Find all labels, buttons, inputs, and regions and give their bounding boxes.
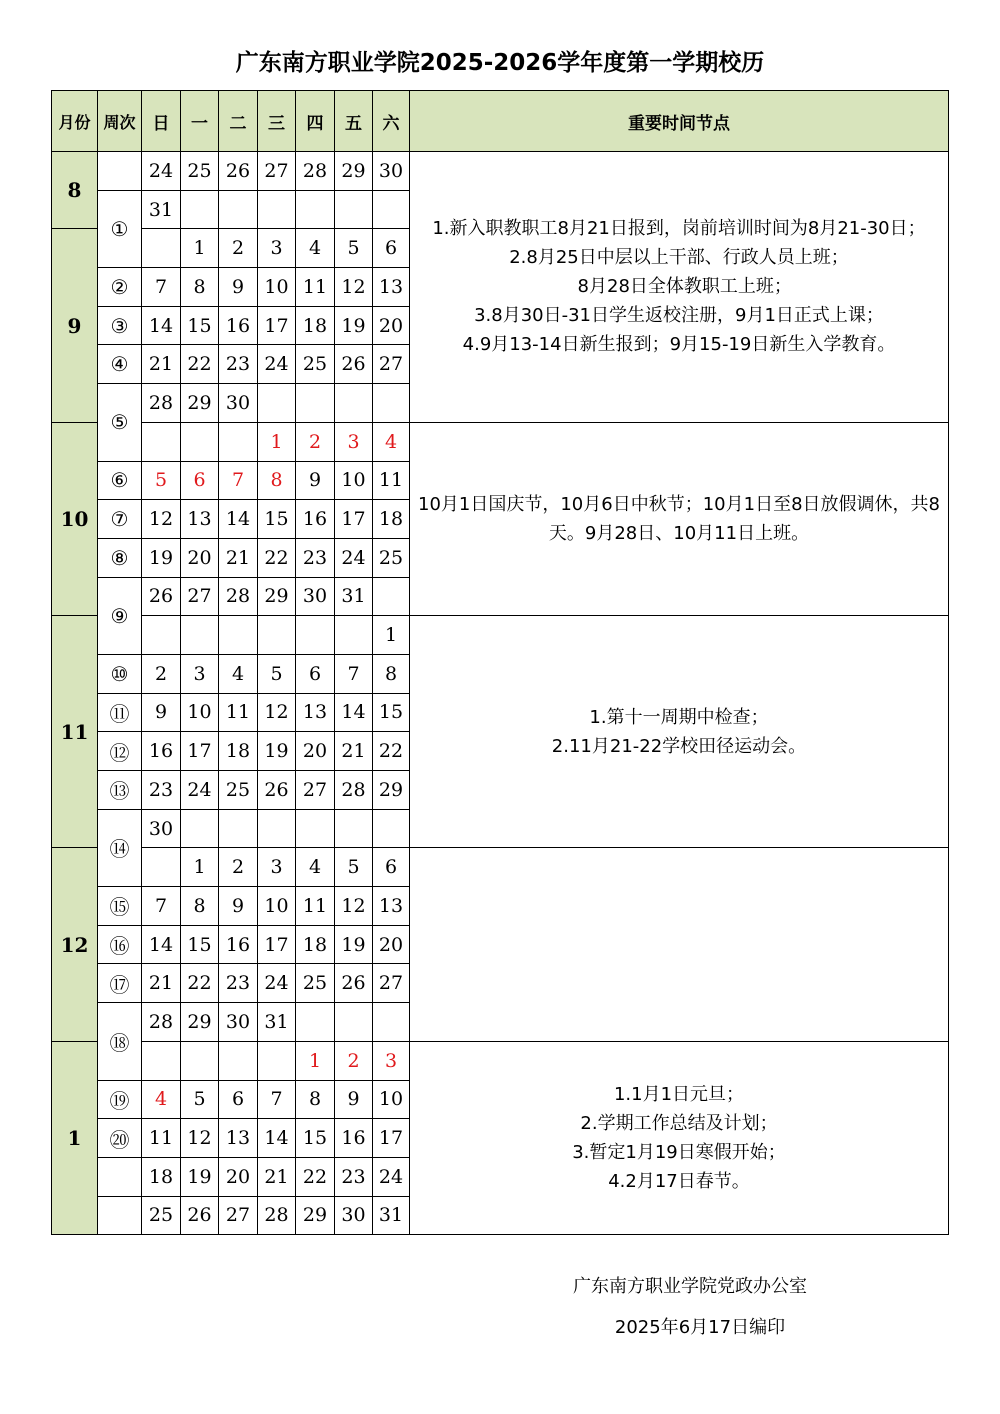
day-cell-mon: 29 — [181, 384, 219, 423]
day-cell-sun: 7 — [142, 268, 181, 307]
week-number: ⑩ — [98, 654, 142, 693]
day-cell-fri: 26 — [335, 345, 373, 384]
day-cell-sat: 18 — [373, 500, 410, 539]
day-cell-tue — [219, 809, 258, 848]
day-cell-mon: 5 — [181, 1080, 219, 1119]
day-cell-sun: 28 — [142, 1003, 181, 1042]
day-cell-sat: 3 — [373, 1041, 410, 1080]
day-header-sat: 六 — [373, 91, 410, 152]
note-line: 2.11月21-22学校田径运动会。 — [551, 735, 807, 757]
day-cell-sat: 6 — [373, 848, 410, 887]
day-cell-sat: 20 — [373, 925, 410, 964]
week-row — [52, 422, 949, 461]
day-cell-fri: 5 — [335, 848, 373, 887]
day-cell-fri — [335, 616, 373, 655]
week-number: ⑫ — [98, 732, 142, 771]
day-cell-sun: 14 — [142, 306, 181, 345]
day-cell-sun: 14 — [142, 925, 181, 964]
day-cell-sun — [142, 848, 181, 887]
day-cell-fri: 9 — [335, 1080, 373, 1119]
day-cell-sun: 2 — [142, 654, 181, 693]
day-cell-mon: 22 — [181, 345, 219, 384]
day-cell-wed: 3 — [258, 229, 296, 268]
day-cell-wed: 15 — [258, 500, 296, 539]
day-cell-thu: 9 — [296, 461, 335, 500]
day-cell-sat — [373, 384, 410, 423]
day-cell-mon — [181, 809, 219, 848]
day-cell-thu: 18 — [296, 306, 335, 345]
day-cell-fri — [335, 1003, 373, 1042]
day-cell-tue: 25 — [219, 771, 258, 810]
day-cell-sat: 27 — [373, 964, 410, 1003]
week-number: ① — [98, 190, 142, 267]
day-cell-fri: 3 — [335, 422, 373, 461]
day-cell-tue: 23 — [219, 345, 258, 384]
day-cell-sat: 29 — [373, 771, 410, 810]
week-number: ③ — [98, 306, 142, 345]
day-cell-sat: 25 — [373, 538, 410, 577]
month-label: 12 — [52, 848, 98, 1041]
week-number: ⑬ — [98, 771, 142, 810]
note-line: 1.新入职教职工8月21日报到，岗前培训时间为8月21-30日； — [432, 218, 926, 240]
day-cell-sat: 22 — [373, 732, 410, 771]
day-cell-tue: 16 — [219, 925, 258, 964]
note-line: 10月1日国庆节，10月6日中秋节；10月1日至8日放假调休，共8天。9月28日、10月11日上班。 — [418, 494, 940, 545]
day-cell-mon: 15 — [181, 306, 219, 345]
day-cell-sat: 11 — [373, 461, 410, 500]
notes-cell — [410, 152, 949, 423]
week-number: ⑪ — [98, 693, 142, 732]
day-cell-mon: 1 — [181, 848, 219, 887]
day-header-wed: 三 — [258, 91, 296, 152]
day-cell-tue: 11 — [219, 693, 258, 732]
day-cell-thu: 29 — [296, 1196, 335, 1235]
note-line: 3.暂定1月19日寒假开始； — [572, 1142, 786, 1164]
day-cell-wed: 14 — [258, 1119, 296, 1158]
day-cell-wed: 8 — [258, 461, 296, 500]
day-cell-tue: 16 — [219, 306, 258, 345]
day-cell-fri: 17 — [335, 500, 373, 539]
day-cell-fri: 29 — [335, 152, 373, 191]
day-cell-fri: 26 — [335, 964, 373, 1003]
week-number — [98, 1157, 142, 1196]
week-number: ⑥ — [98, 461, 142, 500]
day-cell-tue: 30 — [219, 1003, 258, 1042]
note-line: 3.8月30日-31日学生返校注册，9月1日正式上课； — [474, 305, 884, 327]
day-cell-sat: 24 — [373, 1157, 410, 1196]
week-number: ⑱ — [98, 1003, 142, 1080]
day-cell-sun: 7 — [142, 887, 181, 926]
day-cell-thu: 13 — [296, 693, 335, 732]
day-cell-mon: 6 — [181, 461, 219, 500]
day-cell-thu: 22 — [296, 1157, 335, 1196]
day-cell-wed: 22 — [258, 538, 296, 577]
day-cell-mon: 17 — [181, 732, 219, 771]
day-cell-thu: 18 — [296, 925, 335, 964]
note-line: 4.2月17日春节。 — [608, 1171, 750, 1193]
day-cell-thu: 8 — [296, 1080, 335, 1119]
school-calendar-table — [51, 90, 949, 1235]
day-cell-sat: 15 — [373, 693, 410, 732]
day-cell-wed: 1 — [258, 422, 296, 461]
day-cell-sat — [373, 1003, 410, 1042]
day-cell-mon: 15 — [181, 925, 219, 964]
day-cell-thu: 15 — [296, 1119, 335, 1158]
day-cell-tue: 4 — [219, 654, 258, 693]
calendar-body — [52, 152, 949, 1235]
day-cell-fri: 14 — [335, 693, 373, 732]
day-cell-fri: 31 — [335, 577, 373, 616]
day-cell-sat: 27 — [373, 345, 410, 384]
month-label: 10 — [52, 422, 98, 615]
day-cell-wed: 10 — [258, 887, 296, 926]
notes-cell — [410, 422, 949, 615]
month-label: 1 — [52, 1041, 98, 1234]
day-cell-fri: 2 — [335, 1041, 373, 1080]
day-cell-mon: 10 — [181, 693, 219, 732]
day-cell-sun — [142, 1041, 181, 1080]
day-cell-sat: 20 — [373, 306, 410, 345]
week-number — [98, 1196, 142, 1235]
day-cell-sun: 18 — [142, 1157, 181, 1196]
month-label: 9 — [52, 229, 98, 422]
note-line: 4.9月13-14日新生报到；9月15-19日新生入学教育。 — [462, 334, 896, 356]
note-line: 2.8月25日中层以上干部、行政人员上班； — [509, 247, 849, 269]
day-cell-sun: 31 — [142, 190, 181, 229]
day-cell-sun: 12 — [142, 500, 181, 539]
day-cell-wed: 7 — [258, 1080, 296, 1119]
page-title: 广东南方职业学院2025-2026学年度第一学期校历 — [235, 50, 765, 76]
day-cell-wed: 3 — [258, 848, 296, 887]
day-cell-tue: 7 — [219, 461, 258, 500]
day-cell-wed: 10 — [258, 268, 296, 307]
day-cell-fri: 16 — [335, 1119, 373, 1158]
week-number: ⑰ — [98, 964, 142, 1003]
day-cell-thu — [296, 384, 335, 423]
day-cell-wed: 31 — [258, 1003, 296, 1042]
day-cell-wed: 19 — [258, 732, 296, 771]
day-cell-fri: 19 — [335, 306, 373, 345]
week-number: ② — [98, 268, 142, 307]
day-cell-sun: 5 — [142, 461, 181, 500]
day-header-sun: 日 — [142, 91, 181, 152]
note-line: 2.学期工作总结及计划； — [580, 1113, 778, 1135]
day-cell-wed — [258, 809, 296, 848]
day-header-tue: 二 — [219, 91, 258, 152]
day-cell-thu: 25 — [296, 345, 335, 384]
day-cell-sun: 21 — [142, 964, 181, 1003]
day-cell-sat: 1 — [373, 616, 410, 655]
day-cell-tue: 20 — [219, 1157, 258, 1196]
day-cell-fri: 21 — [335, 732, 373, 771]
week-row — [52, 616, 949, 655]
day-cell-thu: 25 — [296, 964, 335, 1003]
day-cell-wed: 17 — [258, 306, 296, 345]
day-cell-fri: 28 — [335, 771, 373, 810]
day-cell-mon — [181, 616, 219, 655]
day-cell-tue: 9 — [219, 268, 258, 307]
day-cell-sun — [142, 229, 181, 268]
day-cell-thu: 27 — [296, 771, 335, 810]
day-cell-wed: 17 — [258, 925, 296, 964]
day-cell-fri: 19 — [335, 925, 373, 964]
day-cell-fri: 12 — [335, 268, 373, 307]
day-cell-thu — [296, 190, 335, 229]
day-cell-fri: 30 — [335, 1196, 373, 1235]
day-cell-sat — [373, 190, 410, 229]
day-cell-sun: 16 — [142, 732, 181, 771]
day-cell-fri: 23 — [335, 1157, 373, 1196]
day-cell-mon: 13 — [181, 500, 219, 539]
footer-office: 广东南方职业学院党政办公室 — [573, 1276, 807, 1297]
day-cell-wed — [258, 384, 296, 423]
day-cell-sun — [142, 422, 181, 461]
month-label: 8 — [52, 152, 98, 229]
notes-header: 重要时间节点 — [410, 91, 949, 152]
notes-cell — [410, 616, 949, 848]
day-cell-sun: 28 — [142, 384, 181, 423]
day-cell-tue: 26 — [219, 152, 258, 191]
day-cell-tue — [219, 422, 258, 461]
day-cell-mon: 22 — [181, 964, 219, 1003]
day-cell-sat: 30 — [373, 152, 410, 191]
day-cell-thu: 28 — [296, 152, 335, 191]
day-cell-wed — [258, 616, 296, 655]
footer-date: 2025年6月17日编印 — [614, 1317, 786, 1338]
day-cell-tue: 6 — [219, 1080, 258, 1119]
day-cell-tue: 2 — [219, 229, 258, 268]
week-row — [52, 1041, 949, 1080]
day-cell-mon: 8 — [181, 268, 219, 307]
day-cell-mon: 1 — [181, 229, 219, 268]
day-cell-sat: 8 — [373, 654, 410, 693]
day-cell-wed: 26 — [258, 771, 296, 810]
week-row — [52, 152, 949, 191]
day-cell-sat: 13 — [373, 887, 410, 926]
day-cell-sun: 26 — [142, 577, 181, 616]
day-cell-mon: 8 — [181, 887, 219, 926]
day-cell-tue: 21 — [219, 538, 258, 577]
day-cell-sun: 4 — [142, 1080, 181, 1119]
day-cell-thu: 4 — [296, 848, 335, 887]
notes-cell — [410, 848, 949, 1041]
day-cell-sun: 19 — [142, 538, 181, 577]
day-cell-sun — [142, 616, 181, 655]
day-cell-wed: 29 — [258, 577, 296, 616]
week-row — [52, 848, 949, 887]
day-cell-wed: 27 — [258, 152, 296, 191]
day-cell-mon: 25 — [181, 152, 219, 191]
day-cell-mon: 27 — [181, 577, 219, 616]
day-cell-mon — [181, 190, 219, 229]
day-cell-tue: 28 — [219, 577, 258, 616]
day-cell-thu: 20 — [296, 732, 335, 771]
day-cell-tue: 18 — [219, 732, 258, 771]
day-cell-sun: 30 — [142, 809, 181, 848]
day-cell-mon: 26 — [181, 1196, 219, 1235]
day-cell-wed: 21 — [258, 1157, 296, 1196]
day-cell-thu — [296, 1003, 335, 1042]
week-number: ⑲ — [98, 1080, 142, 1119]
day-cell-thu: 23 — [296, 538, 335, 577]
week-number — [98, 152, 142, 191]
day-cell-thu: 1 — [296, 1041, 335, 1080]
week-header: 周次 — [98, 91, 142, 152]
header-row — [52, 91, 949, 152]
day-cell-thu: 4 — [296, 229, 335, 268]
day-cell-sat — [373, 577, 410, 616]
day-cell-thu: 16 — [296, 500, 335, 539]
day-cell-wed: 28 — [258, 1196, 296, 1235]
day-cell-mon: 24 — [181, 771, 219, 810]
day-cell-tue: 30 — [219, 384, 258, 423]
week-number: ⑤ — [98, 384, 142, 461]
day-cell-fri: 12 — [335, 887, 373, 926]
day-cell-sat: 17 — [373, 1119, 410, 1158]
month-header: 月份 — [52, 91, 98, 152]
day-cell-wed: 12 — [258, 693, 296, 732]
day-cell-sat: 4 — [373, 422, 410, 461]
notes-cell — [410, 1041, 949, 1234]
week-number: ⑯ — [98, 925, 142, 964]
week-number: ⑭ — [98, 809, 142, 886]
day-cell-wed: 24 — [258, 345, 296, 384]
day-cell-wed: 24 — [258, 964, 296, 1003]
day-cell-sun: 25 — [142, 1196, 181, 1235]
day-cell-sun: 9 — [142, 693, 181, 732]
day-cell-thu: 11 — [296, 887, 335, 926]
day-cell-sat: 10 — [373, 1080, 410, 1119]
day-cell-thu — [296, 809, 335, 848]
day-cell-wed — [258, 190, 296, 229]
week-number: ⑦ — [98, 500, 142, 539]
day-cell-mon: 29 — [181, 1003, 219, 1042]
day-cell-sat: 6 — [373, 229, 410, 268]
day-cell-fri: 10 — [335, 461, 373, 500]
day-cell-sat: 31 — [373, 1196, 410, 1235]
day-header-mon: 一 — [181, 91, 219, 152]
day-header-fri: 五 — [335, 91, 373, 152]
day-cell-fri: 24 — [335, 538, 373, 577]
week-number: ⑮ — [98, 887, 142, 926]
day-cell-mon: 20 — [181, 538, 219, 577]
month-label: 11 — [52, 616, 98, 848]
day-cell-fri — [335, 190, 373, 229]
day-cell-tue: 23 — [219, 964, 258, 1003]
day-cell-fri: 5 — [335, 229, 373, 268]
day-cell-thu: 2 — [296, 422, 335, 461]
day-cell-sun: 11 — [142, 1119, 181, 1158]
day-cell-thu: 30 — [296, 577, 335, 616]
day-cell-fri — [335, 809, 373, 848]
day-cell-tue — [219, 1041, 258, 1080]
note-line: 1.1月1日元旦； — [613, 1084, 745, 1106]
week-number: ⑨ — [98, 577, 142, 654]
week-number: ④ — [98, 345, 142, 384]
day-cell-sun: 23 — [142, 771, 181, 810]
day-cell-mon: 19 — [181, 1157, 219, 1196]
day-cell-mon: 12 — [181, 1119, 219, 1158]
day-cell-mon — [181, 422, 219, 461]
day-cell-thu: 11 — [296, 268, 335, 307]
day-cell-fri — [335, 384, 373, 423]
day-cell-sat — [373, 809, 410, 848]
week-number: ⑳ — [98, 1119, 142, 1158]
day-cell-sun: 21 — [142, 345, 181, 384]
day-cell-sat: 13 — [373, 268, 410, 307]
day-cell-tue: 27 — [219, 1196, 258, 1235]
day-header-thu: 四 — [296, 91, 335, 152]
day-cell-tue — [219, 190, 258, 229]
day-cell-tue — [219, 616, 258, 655]
week-number: ⑧ — [98, 538, 142, 577]
day-cell-mon: 3 — [181, 654, 219, 693]
day-cell-thu — [296, 616, 335, 655]
note-line: 8月28日全体教职工上班； — [566, 276, 792, 298]
day-cell-mon — [181, 1041, 219, 1080]
day-cell-tue: 9 — [219, 887, 258, 926]
day-cell-tue: 13 — [219, 1119, 258, 1158]
day-cell-wed — [258, 1041, 296, 1080]
day-cell-sun: 24 — [142, 152, 181, 191]
day-cell-tue: 2 — [219, 848, 258, 887]
day-cell-wed: 5 — [258, 654, 296, 693]
note-line: 1.第十一周期中检查； — [589, 706, 769, 728]
day-cell-fri: 7 — [335, 654, 373, 693]
day-cell-tue: 14 — [219, 500, 258, 539]
day-cell-thu: 6 — [296, 654, 335, 693]
